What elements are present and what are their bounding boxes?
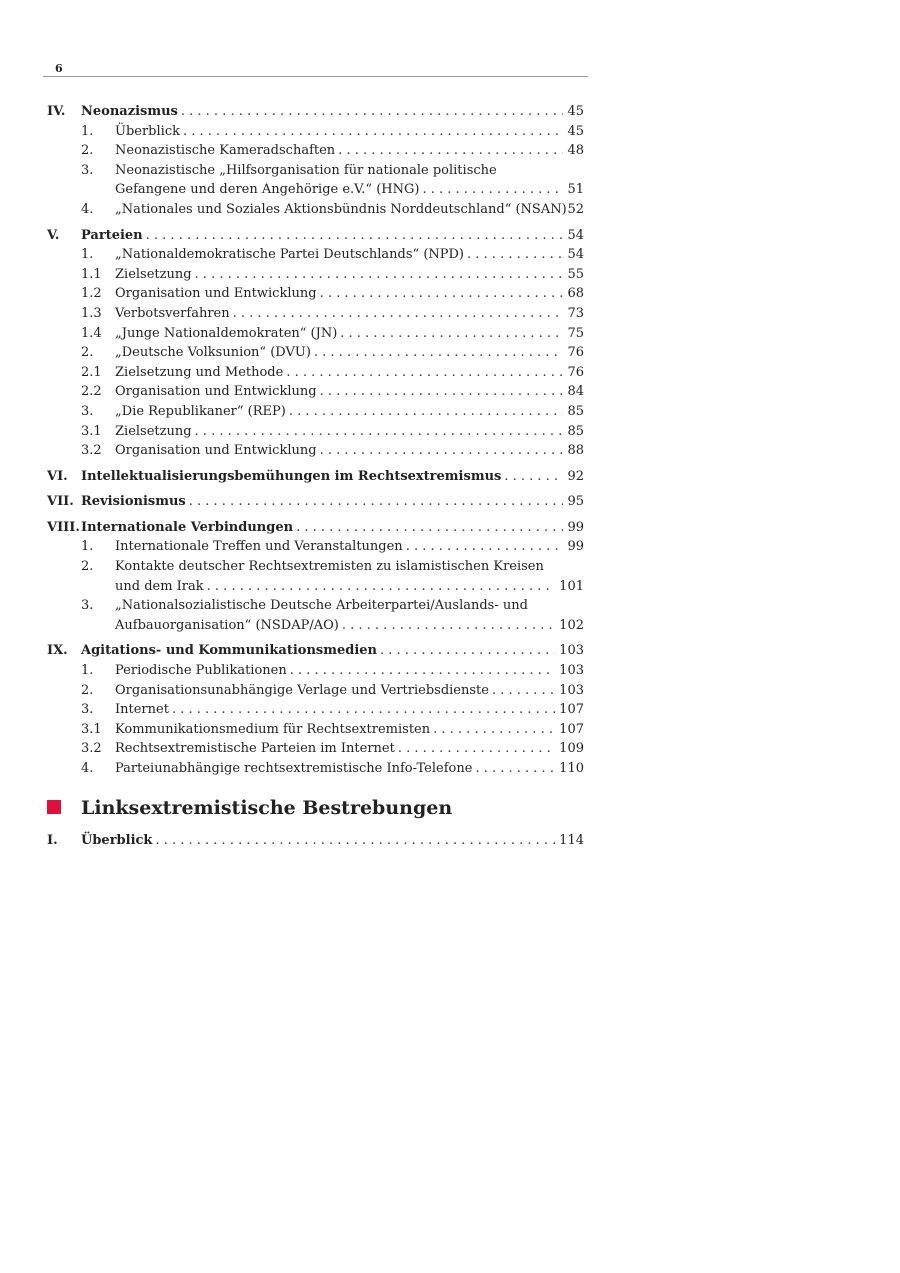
- toc-subentry[interactable]: [47, 324, 584, 344]
- toc-subentry[interactable]: [47, 681, 584, 701]
- entry-page-number: 103: [559, 682, 584, 698]
- entry-text: [115, 700, 555, 720]
- dot-leader: [192, 422, 564, 442]
- entry-text: [115, 402, 563, 422]
- toc-chapter-entry[interactable]: [47, 641, 584, 661]
- entry-number: VII.: [47, 494, 74, 510]
- entry-number: 2.1: [81, 364, 102, 380]
- entry-text: [115, 661, 555, 681]
- entry-number: V.: [47, 227, 60, 243]
- toc-subentry[interactable]: [47, 200, 584, 220]
- toc-chapter-entry[interactable]: [47, 102, 584, 122]
- dot-leader: [335, 141, 563, 161]
- entry-page-number: 107: [559, 721, 584, 737]
- section-title: Linksextremistische Bestrebungen: [81, 796, 453, 819]
- entry-number: 3.: [81, 702, 94, 718]
- entry-label: Überblick: [81, 832, 153, 848]
- entry-page-number: 95: [567, 494, 584, 510]
- entry-page-number: 114: [559, 832, 584, 848]
- entry-text: [115, 265, 563, 285]
- entry-label: Organisationsunabhängige Verlage und Vertriebsdienste: [115, 682, 489, 698]
- entry-page-number: 48: [567, 143, 584, 159]
- entry-page-number: 73: [567, 305, 584, 321]
- entry-label: Internationale Verbindungen: [81, 519, 294, 535]
- toc-subentry[interactable]: [47, 245, 584, 265]
- entry-text: [115, 422, 563, 442]
- dot-leader: [377, 641, 555, 661]
- dot-leader: [337, 324, 563, 344]
- dot-leader: [317, 284, 564, 304]
- entry-page-number: 51: [567, 182, 584, 198]
- entry-number: 1.2: [81, 286, 102, 302]
- entry-label: Rechtsextremistische Parteien im Internet: [115, 741, 395, 757]
- entry-text: [81, 102, 563, 122]
- toc-subentry[interactable]: [47, 700, 584, 720]
- entry-number: IX.: [47, 643, 68, 659]
- entry-number: 2.2: [81, 384, 102, 400]
- entry-page-number: 103: [559, 643, 584, 659]
- entry-number: 4.: [81, 761, 94, 776]
- entry-text: [115, 616, 555, 636]
- entry-number: 1.: [81, 539, 94, 555]
- header-rule: [43, 76, 588, 77]
- toc-subentry[interactable]: [47, 304, 584, 324]
- entry-number: 2.: [81, 143, 94, 159]
- entry-label: „Junge Nationaldemokraten“ (JN): [115, 325, 338, 341]
- entry-text: [115, 304, 563, 324]
- toc-subentry[interactable]: [47, 265, 584, 285]
- dot-leader: [178, 102, 564, 122]
- entry-label: Intellektualisierungsbemühungen im Rechtsextremismus: [81, 468, 502, 484]
- toc-chapter-entry[interactable]: [47, 226, 584, 246]
- page-number: 6: [55, 62, 63, 75]
- dot-leader: [204, 577, 556, 597]
- entry-label: Agitations- und Kommunikationsmedien: [81, 643, 377, 659]
- entry-page-number: 99: [567, 539, 584, 555]
- entry-number: 1.: [81, 247, 94, 263]
- entry-page-number: 75: [567, 325, 584, 341]
- toc-chapter-entry[interactable]: [47, 518, 584, 538]
- entry-label: Gefangene und deren Angehörige e.V.“ (HNG): [115, 182, 420, 198]
- entry-number: 3.2: [81, 741, 102, 757]
- dot-leader: [430, 720, 555, 740]
- entry-text: [81, 831, 555, 851]
- entry-page-number: 45: [567, 123, 584, 139]
- entry-page-number: 85: [567, 403, 584, 419]
- entry-label: Zielsetzung: [115, 266, 192, 282]
- entry-number: 3.: [81, 598, 94, 614]
- dot-leader: [489, 681, 555, 701]
- entry-page-number: 52: [567, 201, 584, 217]
- dot-leader: [317, 441, 564, 461]
- entry-page-number: 76: [567, 345, 584, 361]
- entry-text: [81, 492, 563, 512]
- entry-page-number: 102: [559, 617, 584, 633]
- entry-text: [115, 759, 555, 779]
- entry-label: Kommunikationsmedium für Rechtsextremisten: [115, 721, 431, 737]
- entry-text: [115, 200, 567, 220]
- toc-subentry[interactable]: [47, 596, 584, 616]
- entry-label: „Die Republikaner“ (REP): [115, 403, 286, 419]
- entry-label: Verbotsverfahren: [115, 305, 230, 321]
- dot-leader: [293, 518, 563, 538]
- toc-chapter-entry[interactable]: [47, 467, 584, 487]
- entry-page-number: 54: [567, 247, 584, 263]
- entry-number: VI.: [47, 468, 68, 484]
- entry-page-number: 92: [567, 468, 584, 484]
- toc-subentry[interactable]: [47, 284, 584, 304]
- entry-page-number: 101: [559, 578, 584, 594]
- toc-subentry[interactable]: [47, 720, 584, 740]
- entry-label: Parteiunabhängige rechtsextremistische Info-Telefone: [115, 761, 473, 776]
- dot-leader: [395, 739, 555, 759]
- entry-number: 1.: [81, 663, 94, 679]
- entry-number: 3.: [81, 162, 94, 178]
- entry-text: [115, 739, 555, 759]
- entry-page-number: 109: [559, 741, 584, 757]
- entry-label: Organisation und Entwicklung: [115, 384, 317, 400]
- entry-page-number: 55: [567, 266, 584, 282]
- dot-leader: [317, 382, 564, 402]
- entry-label: „Nationales und Soziales Aktionsbündnis Norddeutschland“ (NSAN): [115, 201, 567, 217]
- dot-leader: [419, 180, 563, 200]
- toc-subentry[interactable]: [47, 343, 584, 363]
- entry-label: Revisionismus: [81, 494, 186, 510]
- toc-subentry[interactable]: [47, 122, 584, 142]
- entry-label: Neonazismus: [81, 104, 178, 119]
- toc-subentry[interactable]: [47, 739, 584, 759]
- entry-text: [115, 363, 563, 383]
- entry-label: Organisation und Entwicklung: [115, 443, 317, 459]
- entry-text: [115, 122, 563, 142]
- entry-page-number: 76: [567, 364, 584, 380]
- entry-label: Kontakte deutscher Rechtsextremisten zu islamistischen Kreisen: [115, 559, 544, 575]
- entry-label: „Nationalsozialistische Deutsche Arbeiterpartei/Auslands- und: [115, 598, 528, 614]
- dot-leader: [339, 616, 555, 636]
- toc-subentry[interactable]: [47, 422, 584, 442]
- entry-label: Internet: [115, 702, 169, 718]
- toc-subentry[interactable]: [47, 759, 584, 779]
- toc-subentry[interactable]: [47, 537, 584, 557]
- entry-text: [115, 245, 563, 265]
- entry-text: [115, 720, 555, 740]
- entry-text: [81, 226, 563, 246]
- entry-number: 3.1: [81, 423, 102, 439]
- entry-page-number: 68: [567, 286, 584, 302]
- entry-page-number: 103: [559, 663, 584, 679]
- entry-text: [115, 343, 563, 363]
- toc-subentry[interactable]: [47, 402, 584, 422]
- entry-number: 3.2: [81, 443, 102, 459]
- entry-label: Periodische Publikationen: [115, 663, 287, 679]
- toc-subentry[interactable]: [47, 577, 584, 597]
- entry-text: [115, 537, 563, 557]
- entry-label: „Deutsche Volksunion“ (DVU): [115, 345, 311, 361]
- dot-leader: [283, 363, 563, 383]
- entry-text: [115, 681, 555, 701]
- entry-text: [115, 382, 563, 402]
- entry-page-number: 88: [567, 443, 584, 459]
- entry-number: 3.: [81, 403, 94, 419]
- entry-number: IV.: [47, 104, 66, 119]
- toc-subentry[interactable]: [47, 616, 584, 636]
- dot-leader: [143, 226, 564, 246]
- toc-subentry[interactable]: [47, 180, 584, 200]
- toc-subentry[interactable]: [47, 661, 584, 681]
- entry-label: Aufbauorganisation“ (NSDAP/AO): [115, 617, 339, 633]
- toc-subentry[interactable]: [47, 363, 584, 383]
- section-marker-square: [47, 800, 61, 814]
- entry-text: [115, 180, 563, 200]
- dot-leader: [472, 759, 555, 779]
- dot-leader: [186, 492, 564, 512]
- entry-page-number: 54: [567, 227, 584, 243]
- entry-label: und dem Irak: [115, 578, 204, 594]
- entry-number: 2.: [81, 345, 94, 361]
- entry-label: Zielsetzung: [115, 423, 192, 439]
- entry-label: Überblick: [115, 123, 180, 139]
- entry-number: 2.: [81, 559, 94, 575]
- entry-page-number: 85: [567, 423, 584, 439]
- entry-label: Parteien: [81, 227, 143, 243]
- entry-text: [115, 596, 580, 616]
- entry-page-number: 45: [567, 104, 584, 119]
- entry-text: [81, 467, 563, 487]
- entry-number: 1.4: [81, 325, 102, 341]
- entry-number: VIII.: [47, 519, 80, 535]
- entry-number: 1.3: [81, 305, 102, 321]
- dot-leader: [169, 700, 555, 720]
- entry-text: [81, 641, 555, 661]
- dot-leader: [287, 661, 555, 681]
- toc-subentry[interactable]: [47, 141, 584, 161]
- dot-leader: [192, 265, 564, 285]
- entry-text: [115, 324, 563, 344]
- toc-subentry[interactable]: [47, 557, 584, 577]
- dot-leader: [403, 537, 564, 557]
- toc-subentry[interactable]: [47, 382, 584, 402]
- entry-text: [115, 557, 580, 577]
- toc-chapter-entry[interactable]: [47, 831, 584, 851]
- toc-subentry[interactable]: [47, 441, 584, 461]
- entry-text: [115, 161, 580, 181]
- entry-text: [115, 284, 563, 304]
- toc-subentry[interactable]: [47, 161, 584, 181]
- entry-number: 1.1: [81, 266, 102, 282]
- dot-leader: [311, 343, 564, 363]
- entry-page-number: 110: [559, 761, 584, 776]
- entry-label: „Nationaldemokratische Partei Deutschlands“ (NPD): [115, 247, 465, 263]
- entry-number: 4.: [81, 201, 94, 217]
- dot-leader: [230, 304, 564, 324]
- entry-number: 2.: [81, 682, 94, 698]
- table-of-contents: [47, 102, 584, 850]
- toc-chapter-entry[interactable]: [47, 492, 584, 512]
- entry-label: Neonazistische Kameradschaften: [115, 143, 336, 159]
- section-heading: [47, 793, 584, 823]
- section-entries: [47, 831, 584, 851]
- entry-text: [115, 577, 555, 597]
- entry-text: [115, 441, 563, 461]
- entry-label: Organisation und Entwicklung: [115, 286, 317, 302]
- dot-leader: [464, 245, 563, 265]
- entry-text: [115, 141, 563, 161]
- entry-number: 1.: [81, 123, 94, 139]
- entry-text: [81, 518, 563, 538]
- entry-label: Zielsetzung und Methode: [115, 364, 284, 380]
- entry-number: I.: [47, 832, 58, 848]
- entry-page-number: 99: [567, 519, 584, 535]
- dot-leader: [180, 122, 563, 142]
- entry-page-number: 84: [567, 384, 584, 400]
- dot-leader: [152, 831, 555, 851]
- dot-leader: [286, 402, 564, 422]
- entry-label: Neonazistische „Hilfsorganisation für nationale politische: [115, 162, 497, 178]
- entry-label: Internationale Treffen und Veranstaltungen: [115, 539, 403, 555]
- entry-number: 3.1: [81, 721, 102, 737]
- entry-page-number: 107: [559, 702, 584, 718]
- dot-leader: [501, 467, 563, 487]
